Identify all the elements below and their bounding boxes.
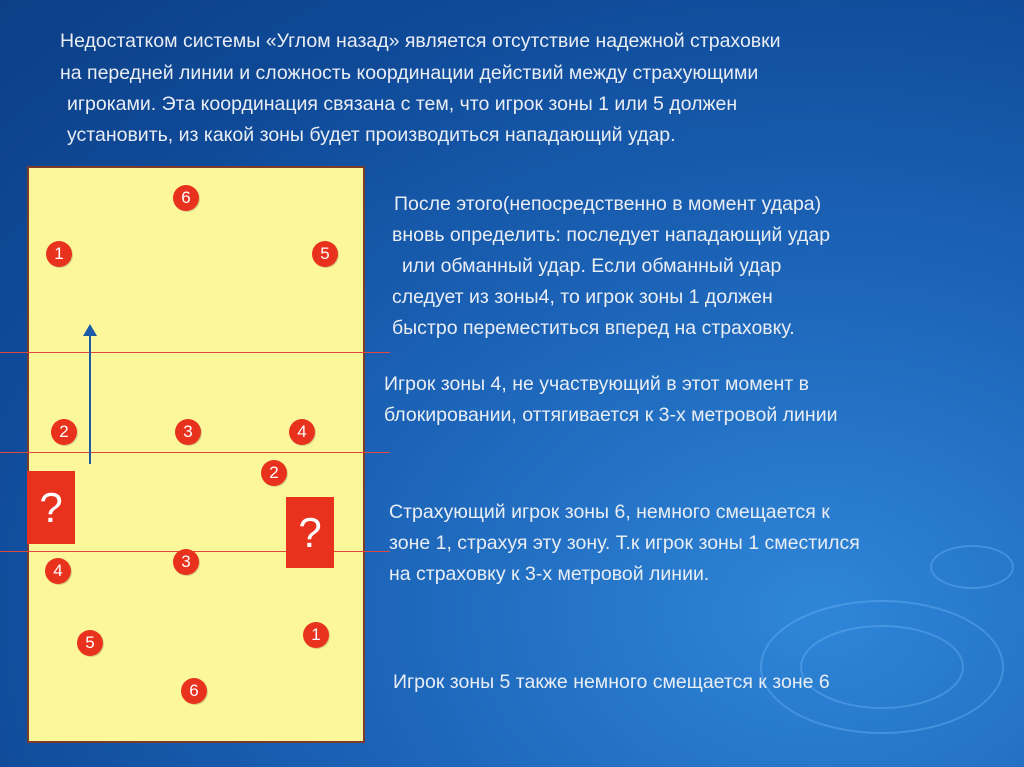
question-marker-left: ?	[27, 471, 75, 544]
intro-line-2: на передней линии и сложность координации действий между страхующими	[60, 62, 759, 84]
court-line	[0, 352, 390, 353]
block3-line-1: Страхующий игрок зоны 6, немного смещается к	[389, 501, 830, 523]
player-zone-6-top: 6	[173, 185, 199, 211]
block3-line-3: на страховку к 3-х метровой линии.	[389, 563, 710, 585]
question-marker-right: ?	[286, 497, 334, 568]
movement-arrow	[89, 334, 91, 464]
block1-line-1: После этого(непосредственно в момент удара)	[394, 193, 822, 215]
block1-line-3: или обманный удар. Если обманный удар	[402, 255, 782, 277]
player-zone-4-bottom: 4	[45, 558, 71, 584]
block1-line-5: быстро переместиться вперед на страховку.	[392, 317, 795, 339]
intro-line-4: установить, из какой зоны будет производиться нападающий удар.	[67, 124, 676, 146]
player-zone-5-bottom: 5	[77, 630, 103, 656]
block3-line-2: зоне 1, страхуя эту зону. Т.к игрок зоны 1 сместился	[389, 532, 860, 554]
player-zone-3-bottom: 3	[173, 549, 199, 575]
arrow-head-icon	[83, 324, 97, 336]
block1-line-4: следует из зоны4, то игрок зоны 1 должен	[392, 286, 773, 308]
block2-line-2: блокировании, оттягивается к 3-х метровой линии	[384, 404, 838, 426]
intro-line-1: Недостатком системы «Углом назад» является отсутствие надежной страховки	[60, 30, 781, 52]
player-zone-3-top: 3	[175, 419, 201, 445]
player-zone-2-bottom: 2	[261, 460, 287, 486]
player-zone-2-top: 2	[51, 419, 77, 445]
block2-line-1: Игрок зоны 4, не участвующий в этот момент в	[384, 373, 809, 395]
player-zone-6-bottom: 6	[181, 678, 207, 704]
intro-line-3: игроками. Эта координация связана с тем, что игрок зоны 1 или 5 должен	[67, 93, 738, 115]
block1-line-2: вновь определить: последует нападающий удар	[392, 224, 831, 246]
ripple-decoration	[930, 545, 1014, 589]
player-zone-1-top: 1	[46, 241, 72, 267]
player-zone-1-bottom: 1	[303, 622, 329, 648]
court-line	[0, 452, 390, 453]
player-zone-5-top: 5	[312, 241, 338, 267]
block4-line-1: Игрок зоны 5 также немного смещается к зоне 6	[393, 671, 830, 693]
player-zone-4-top: 4	[289, 419, 315, 445]
